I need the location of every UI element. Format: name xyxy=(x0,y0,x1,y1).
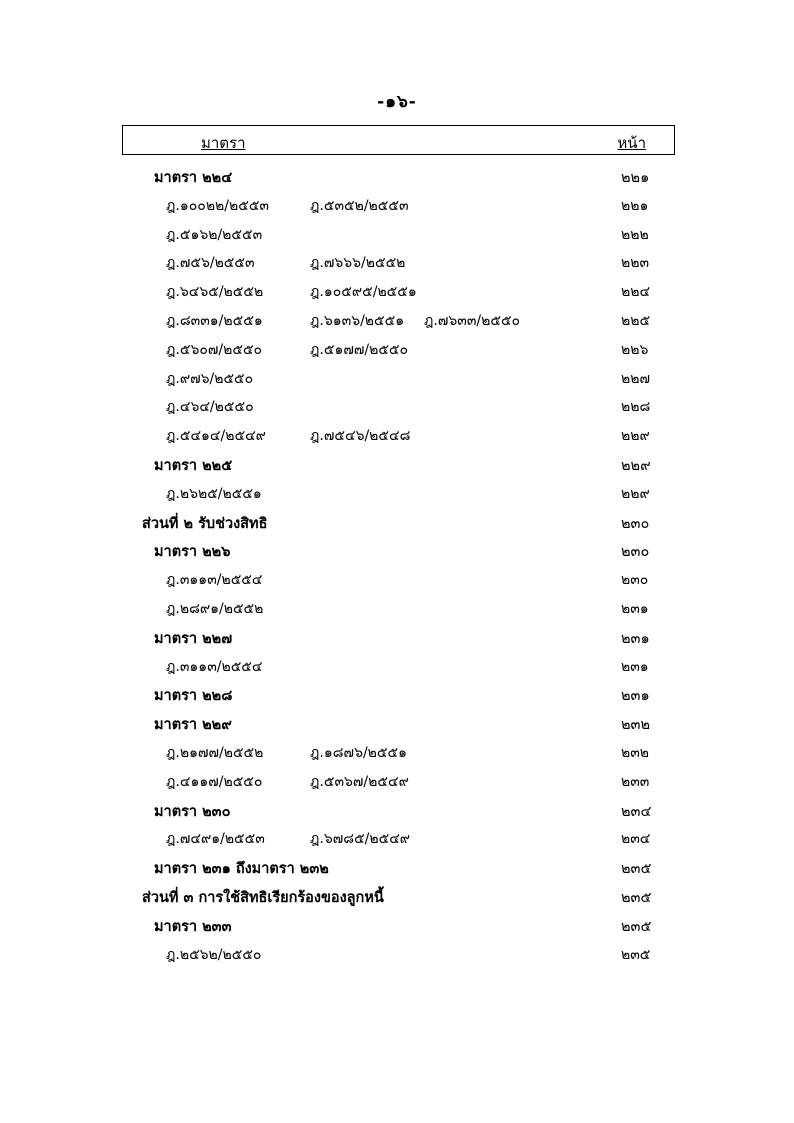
article-title: มาตรา ๒๒๖ xyxy=(154,544,231,561)
case-row xyxy=(0,392,794,421)
page-ref: ๒๓๒ xyxy=(621,717,651,734)
article-row xyxy=(0,911,794,940)
case-row xyxy=(0,248,794,277)
article-row xyxy=(0,450,794,479)
page-ref: ๒๒๙ xyxy=(621,428,650,445)
page-ref: ๒๒๑ xyxy=(621,170,650,186)
case-ref: ฎ.๗๕๖/๒๕๕๓ xyxy=(166,255,255,272)
case-row xyxy=(0,335,794,364)
case-ref: ฎ.๑๐๕๙๕/๒๕๕๑ xyxy=(310,284,417,301)
page-ref: ๒๒๙ xyxy=(621,457,651,474)
case-ref: ฎ.๔๑๑๗/๒๕๕๐ xyxy=(166,773,263,790)
page-ref: ๒๓๕ xyxy=(621,889,652,906)
case-row xyxy=(0,479,794,508)
page-ref: ๒๓๔ xyxy=(621,803,652,820)
article-row xyxy=(0,709,794,738)
article-row xyxy=(0,853,794,882)
case-ref: ฎ.๗๕๔๖/๒๕๔๘ xyxy=(310,428,411,445)
page-ref: ๒๒๓ xyxy=(621,255,650,272)
article-title: มาตรา ๒๓๐ xyxy=(154,803,231,820)
case-row xyxy=(0,277,794,306)
page-ref: ๒๓๕ xyxy=(621,946,651,963)
case-ref: ฎ.๖๗๘๕/๒๕๔๙ xyxy=(310,831,411,848)
article-row xyxy=(0,680,794,709)
index-header xyxy=(122,125,675,155)
case-row xyxy=(0,652,794,681)
case-ref: ฎ.๑๘๗๖/๒๕๕๑ xyxy=(310,744,407,761)
case-row xyxy=(0,940,794,969)
case-ref: ฎ.๕๖๐๗/๒๕๕๐ xyxy=(166,341,263,358)
article-row xyxy=(0,536,794,565)
page-ref: ๒๓๓ xyxy=(621,773,650,790)
page-ref: ๒๒๗ xyxy=(621,370,650,387)
case-ref: ฎ.๒๕๖๒/๒๕๕๐ xyxy=(166,946,262,963)
page-ref: ๒๓๕ xyxy=(621,918,652,935)
case-ref: ฎ.๕๑๗๗/๒๕๕๐ xyxy=(310,341,409,358)
page-ref: ๒๓๔ xyxy=(621,831,651,848)
index-list xyxy=(0,162,794,968)
section-title: ส่วนที่ ๓ การใช้สิทธิเรียกร้องของลูกหนี้ xyxy=(142,889,384,906)
article-title: มาตรา ๒๒๕ xyxy=(154,457,233,474)
case-row xyxy=(0,824,794,853)
header-page-label: หน้า xyxy=(617,134,646,152)
case-ref: ฎ.๗๖๖๖/๒๕๕๒ xyxy=(310,255,406,272)
article-row xyxy=(0,623,794,652)
case-ref: ฎ.๕๓๖๗/๒๕๔๙ xyxy=(310,773,409,790)
article-row xyxy=(0,796,794,825)
case-ref: ฎ.๑๐๐๒๒/๒๕๕๓ xyxy=(166,197,269,214)
page-ref: ๒๓๑ xyxy=(621,658,649,675)
case-row xyxy=(0,364,794,393)
case-row xyxy=(0,594,794,623)
article-title: มาตรา ๒๓๓ xyxy=(154,918,232,935)
article-title: มาตรา ๒๒๔ xyxy=(154,170,233,186)
case-row xyxy=(0,738,794,767)
page-ref: ๒๒๘ xyxy=(621,399,651,416)
page-ref: ๒๓๐ xyxy=(621,572,649,589)
case-ref: ฎ.๗๖๓๓/๒๕๕๐ xyxy=(424,312,521,329)
case-ref: ฎ.๔๖๔/๒๕๕๐ xyxy=(166,399,254,416)
header-section-label: มาตรา xyxy=(201,134,246,152)
case-row xyxy=(0,565,794,594)
page-ref: ๒๓๐ xyxy=(621,544,650,561)
page-ref: ๒๒๕ xyxy=(621,312,651,329)
page-ref: ๒๒๔ xyxy=(621,284,651,301)
article-row xyxy=(0,162,794,191)
page-ref: ๒๒๖ xyxy=(621,341,649,358)
case-row xyxy=(0,306,794,335)
page-ref: ๒๓๑ xyxy=(621,688,650,705)
section-row xyxy=(0,882,794,911)
page-ref: ๒๒๒ xyxy=(621,226,649,243)
case-ref: ฎ.๗๔๙๑/๒๕๕๓ xyxy=(166,831,265,848)
section-title: ส่วนที่ ๒ รับช่วงสิทธิ xyxy=(142,515,268,532)
case-row xyxy=(0,767,794,796)
article-title: มาตรา ๒๒๘ xyxy=(154,688,233,705)
case-row xyxy=(0,421,794,450)
case-ref: ฎ.๓๑๑๓/๒๕๕๔ xyxy=(166,658,263,675)
case-ref: ฎ.๒๘๙๑/๒๕๕๒ xyxy=(166,600,264,617)
case-ref: ฎ.๒๖๒๕/๒๕๕๑ xyxy=(166,485,262,502)
article-title: มาตรา ๒๓๑ ถึงมาตรา ๒๓๒ xyxy=(154,861,329,878)
case-ref: ฎ.๕๓๕๒/๒๕๕๓ xyxy=(310,197,409,214)
page-number: -๑๖- xyxy=(377,92,417,112)
case-ref: ฎ.๖๔๖๕/๒๕๕๒ xyxy=(166,284,264,301)
page-ref: ๒๓๕ xyxy=(621,861,652,878)
article-title: มาตรา ๒๒๙ xyxy=(154,717,232,734)
case-ref: ฎ.๒๑๗๗/๒๕๕๒ xyxy=(166,744,264,761)
page-ref: ๒๒๑ xyxy=(621,197,649,214)
case-row xyxy=(0,191,794,220)
page-ref: ๒๓๒ xyxy=(621,744,650,761)
case-ref: ฎ.๕๔๑๔/๒๕๔๙ xyxy=(166,428,266,445)
case-ref: ฎ.๕๑๖๒/๒๕๕๓ xyxy=(166,226,263,243)
page-ref: ๒๓๑ xyxy=(621,630,650,647)
case-row xyxy=(0,220,794,249)
page-ref: ๒๓๐ xyxy=(621,515,650,532)
page-ref: ๒๒๙ xyxy=(621,485,650,502)
section-row xyxy=(0,508,794,537)
article-title: มาตรา ๒๒๗ xyxy=(154,630,233,647)
case-ref: ฎ.๓๑๑๓/๒๕๕๔ xyxy=(166,572,263,589)
case-ref: ฎ.๘๓๓๑/๒๕๕๑ xyxy=(166,312,263,329)
case-ref: ฎ.๙๗๖/๒๕๕๐ xyxy=(166,370,254,387)
case-ref: ฎ.๖๑๓๖/๒๕๕๑ xyxy=(310,312,405,329)
page-ref: ๒๓๑ xyxy=(621,600,649,617)
